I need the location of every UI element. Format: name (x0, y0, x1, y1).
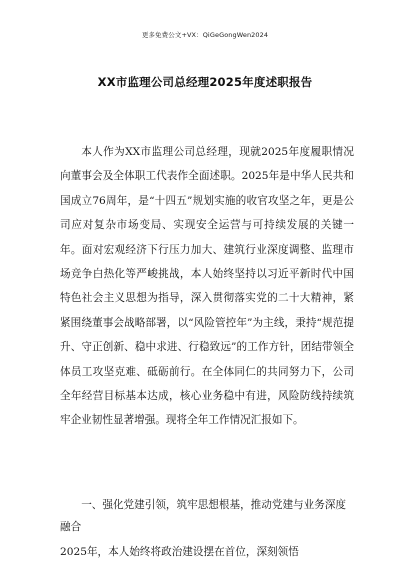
body-paragraph: 本人作为XX市监理公司总经理，现就2025年度履职情况向董事会及全体职工代表作全面述职。2025年是中华人民共和国成立76周年，是“十四五”规划实施的收官攻坚之年，更是公司应对复杂市场变局、实现安全运营与可持续发展的关键一年。面对宏观经济下行压力加大、建筑行业深度调整、监理市场竞争白热化等严峻挑战，本人始终坚持以习近平新时代中国特色社会主义思想为指导，深入贯彻落实党的二十大精神，紧紧围绕董事会战略部署，以“风险管控年”为主线，秉持“规范提升、守正创新、稳中求进、行稳致远”的工作方针，团结带领全体员工攻坚克难、砥砺前行。在全体同仁的共同努力下，公司全年经营目标基本达成，核心业务稳中有进，风险防线持续筑牢企业韧性显著增强。现将全年工作情况汇报如下。 (60, 146, 354, 427)
document-title: XX市监理公司总经理2025年度述职报告 (97, 75, 313, 89)
header-note: 更多免费公文+VX：QiGeGongWen2024 (141, 31, 269, 39)
section-heading: 一、强化党建引领，筑牢思想根基，推动党建与业务深度融合 (60, 499, 347, 533)
body-paragraph-partial: 2025年，本人始终将政治建设摆在首位，深刻领悟 (60, 546, 299, 558)
